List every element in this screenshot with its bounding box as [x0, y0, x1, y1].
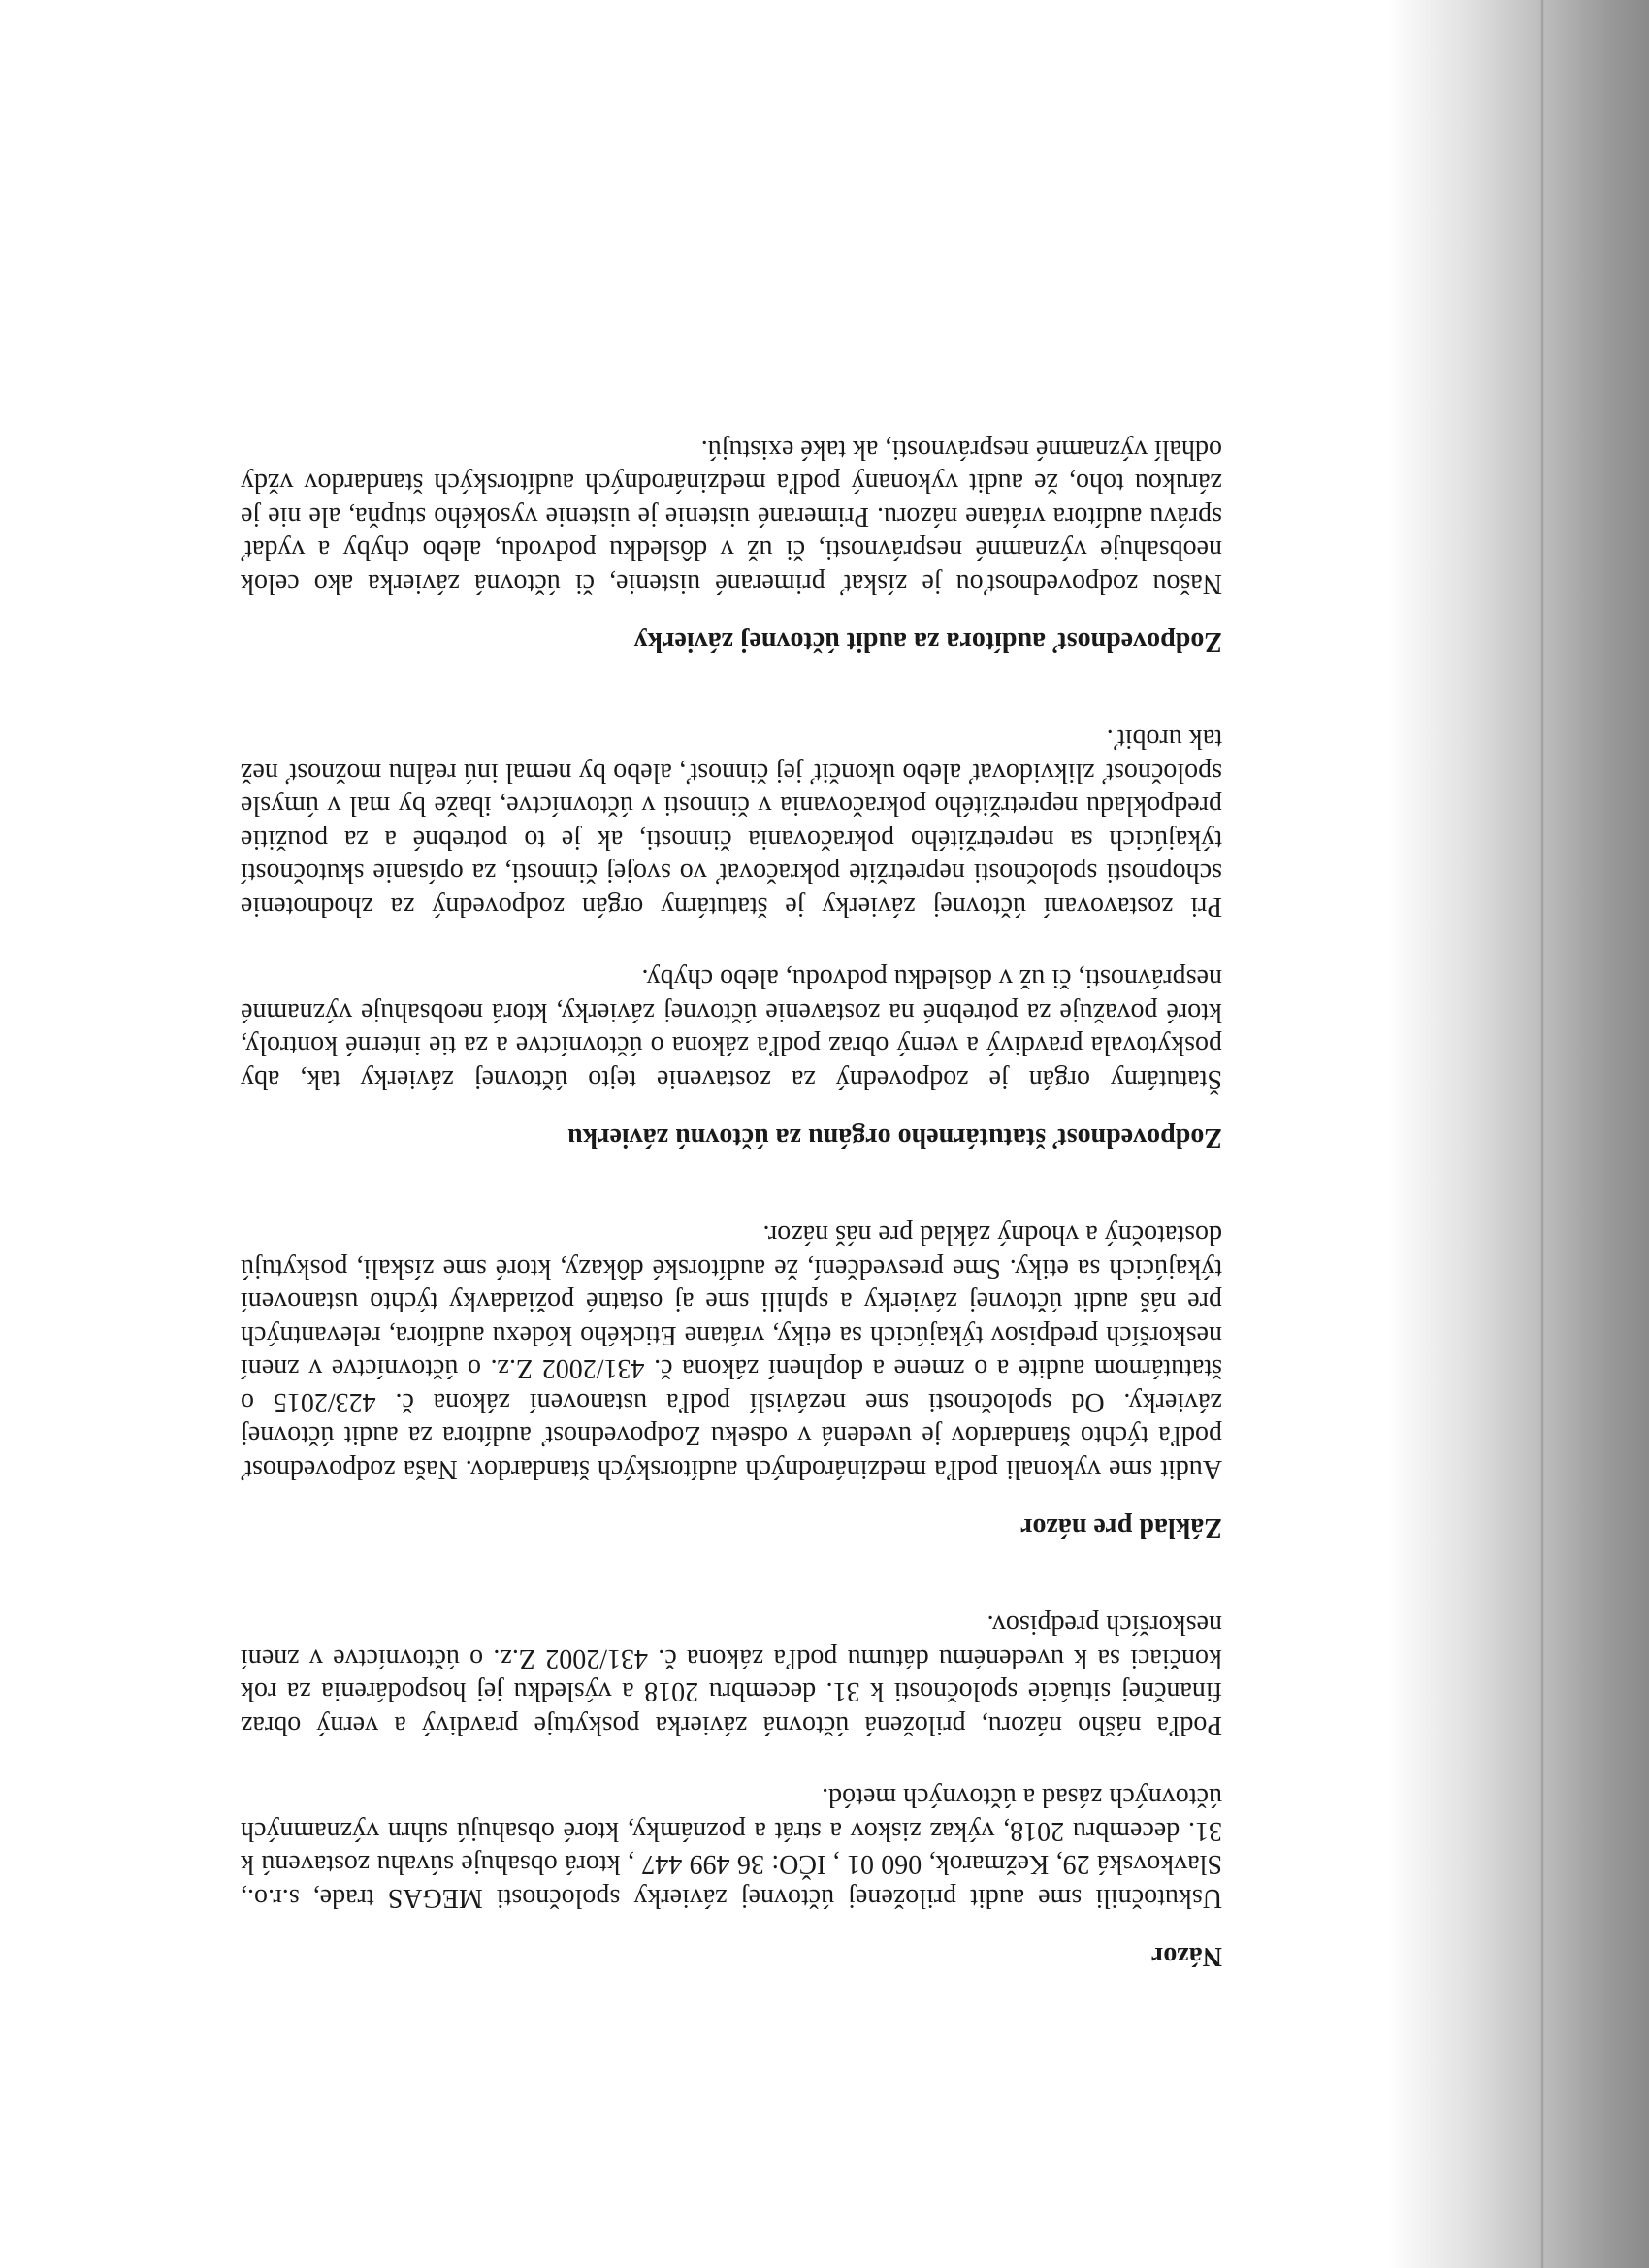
paragraph-nazor-2: Podľa nášho názoru, priložená účtovná závierka poskytuje pravdivý a verný obraz finančnej situácie spoločnosti k 31. decembru 2018 a výsledku jej hospodárenia za rok končiaci sa k uvedenému dátumu podľa zákona č. 431/2002 Z.z. o účtovníctve v znení neskorších predpisov. [241, 1609, 1222, 1740]
heading-zodpovednost-statutarneho-organu: Zodpovednosť štatutárneho orgánu za účtovnú závierku [567, 1122, 1222, 1152]
paragraph-nazor-1: Uskutočnili sme audit priloženej účtovnej závierky spoločnosti MEGAS trade, s.r.o., Slavkovská 29, Kežmarok, 060 01 , IČO: 36 499 447 , ktorá obsahuje súvahu zostavenú k 31. decembru 2018, výkaz ziskov a strát a poznámky, ktoré obsahujú súhrn významných účtovných zásad a účtovných metód. [241, 1782, 1222, 1913]
heading-nazor: Názor [1150, 1941, 1222, 1971]
paragraph-statutarny-2: Pri zostavovaní účtovnej závierky je štatutárny orgán zodpovedný za zhodnotenie schopnosti spoločnosti nepretržite pokračovať vo svojej činnosti, za opísanie skutočností týkajúcich sa nepretržitého pokračovania činnosti, ak je to potrebné a za použitie predpokladu nepretržitého pokračovania v činnosti v účtovníctve, ibaže by mal v úmysle spoločnosť zlikvidovať alebo ukončiť jej činnosť, alebo by nemal inú reálnu možnosť než tak urobiť. [241, 724, 1222, 922]
paragraph-zaklad-1: Audit sme vykonali podľa medzinárodných audítorských štandardov. Naša zodpovednosť podľa týchto štandardov je uvedená v odseku Zodpovednosť audítora za audit účtovnej závierky. Od spoločnosti sme nezávislí podľa ustanovení zákona č. 423/2015 o štatutárnom audite a o zmene a doplnení zákona č. 431/2002 Z.z. o účtovníctve v znení neskorších predpisov týkajúcich sa etiky, vrátane Etického kódexu audítora, relevantných pre náš audit účtovnej závierky a splnili sme aj ostatné požiadavky týchto ustanovení týkajúcich sa etiky. Sme presvedčení, že audítorské dôkazy, ktoré sme získali, poskytujú dostatočný a vhodný základ pre náš názor. [241, 1219, 1222, 1484]
paragraph-statutarny-1: Štatutárny orgán je zodpovedný za zostavenie tejto účtovnej závierky tak, aby poskytovala pravdivý a verný obraz podľa zákona o účtovníctve a za tie interné kontroly, ktoré považuje za potrebné na zostavenie účtovnej závierky, ktorá neobsahuje významné nesprávnosti, či už v dôsledku podvodu, alebo chyby. [241, 963, 1222, 1094]
heading-zaklad-pre-nazor: Základ pre názor [1020, 1512, 1222, 1542]
heading-zodpovednost-auditora: Zodpovednosť audítora za audit účtovnej závierky [633, 627, 1222, 657]
paragraph-auditor-1: Našou zodpovednosťou je získať primerané uistenie, či účtovná závierka ako celok neobsahuje významné nesprávnosti, či už v dôsledku podvodu, alebo chyby a vydať správu audítora vrátane názoru. Primerané uistenie je uistenie vysokého stupňa, ale nie je zárukou toho, že audit vykonaný podľa medzinárodných audítorských štandardov vždy odhalí významné nesprávnosti, ak také existujú. [241, 435, 1222, 599]
page-content [241, 369, 1222, 1973]
